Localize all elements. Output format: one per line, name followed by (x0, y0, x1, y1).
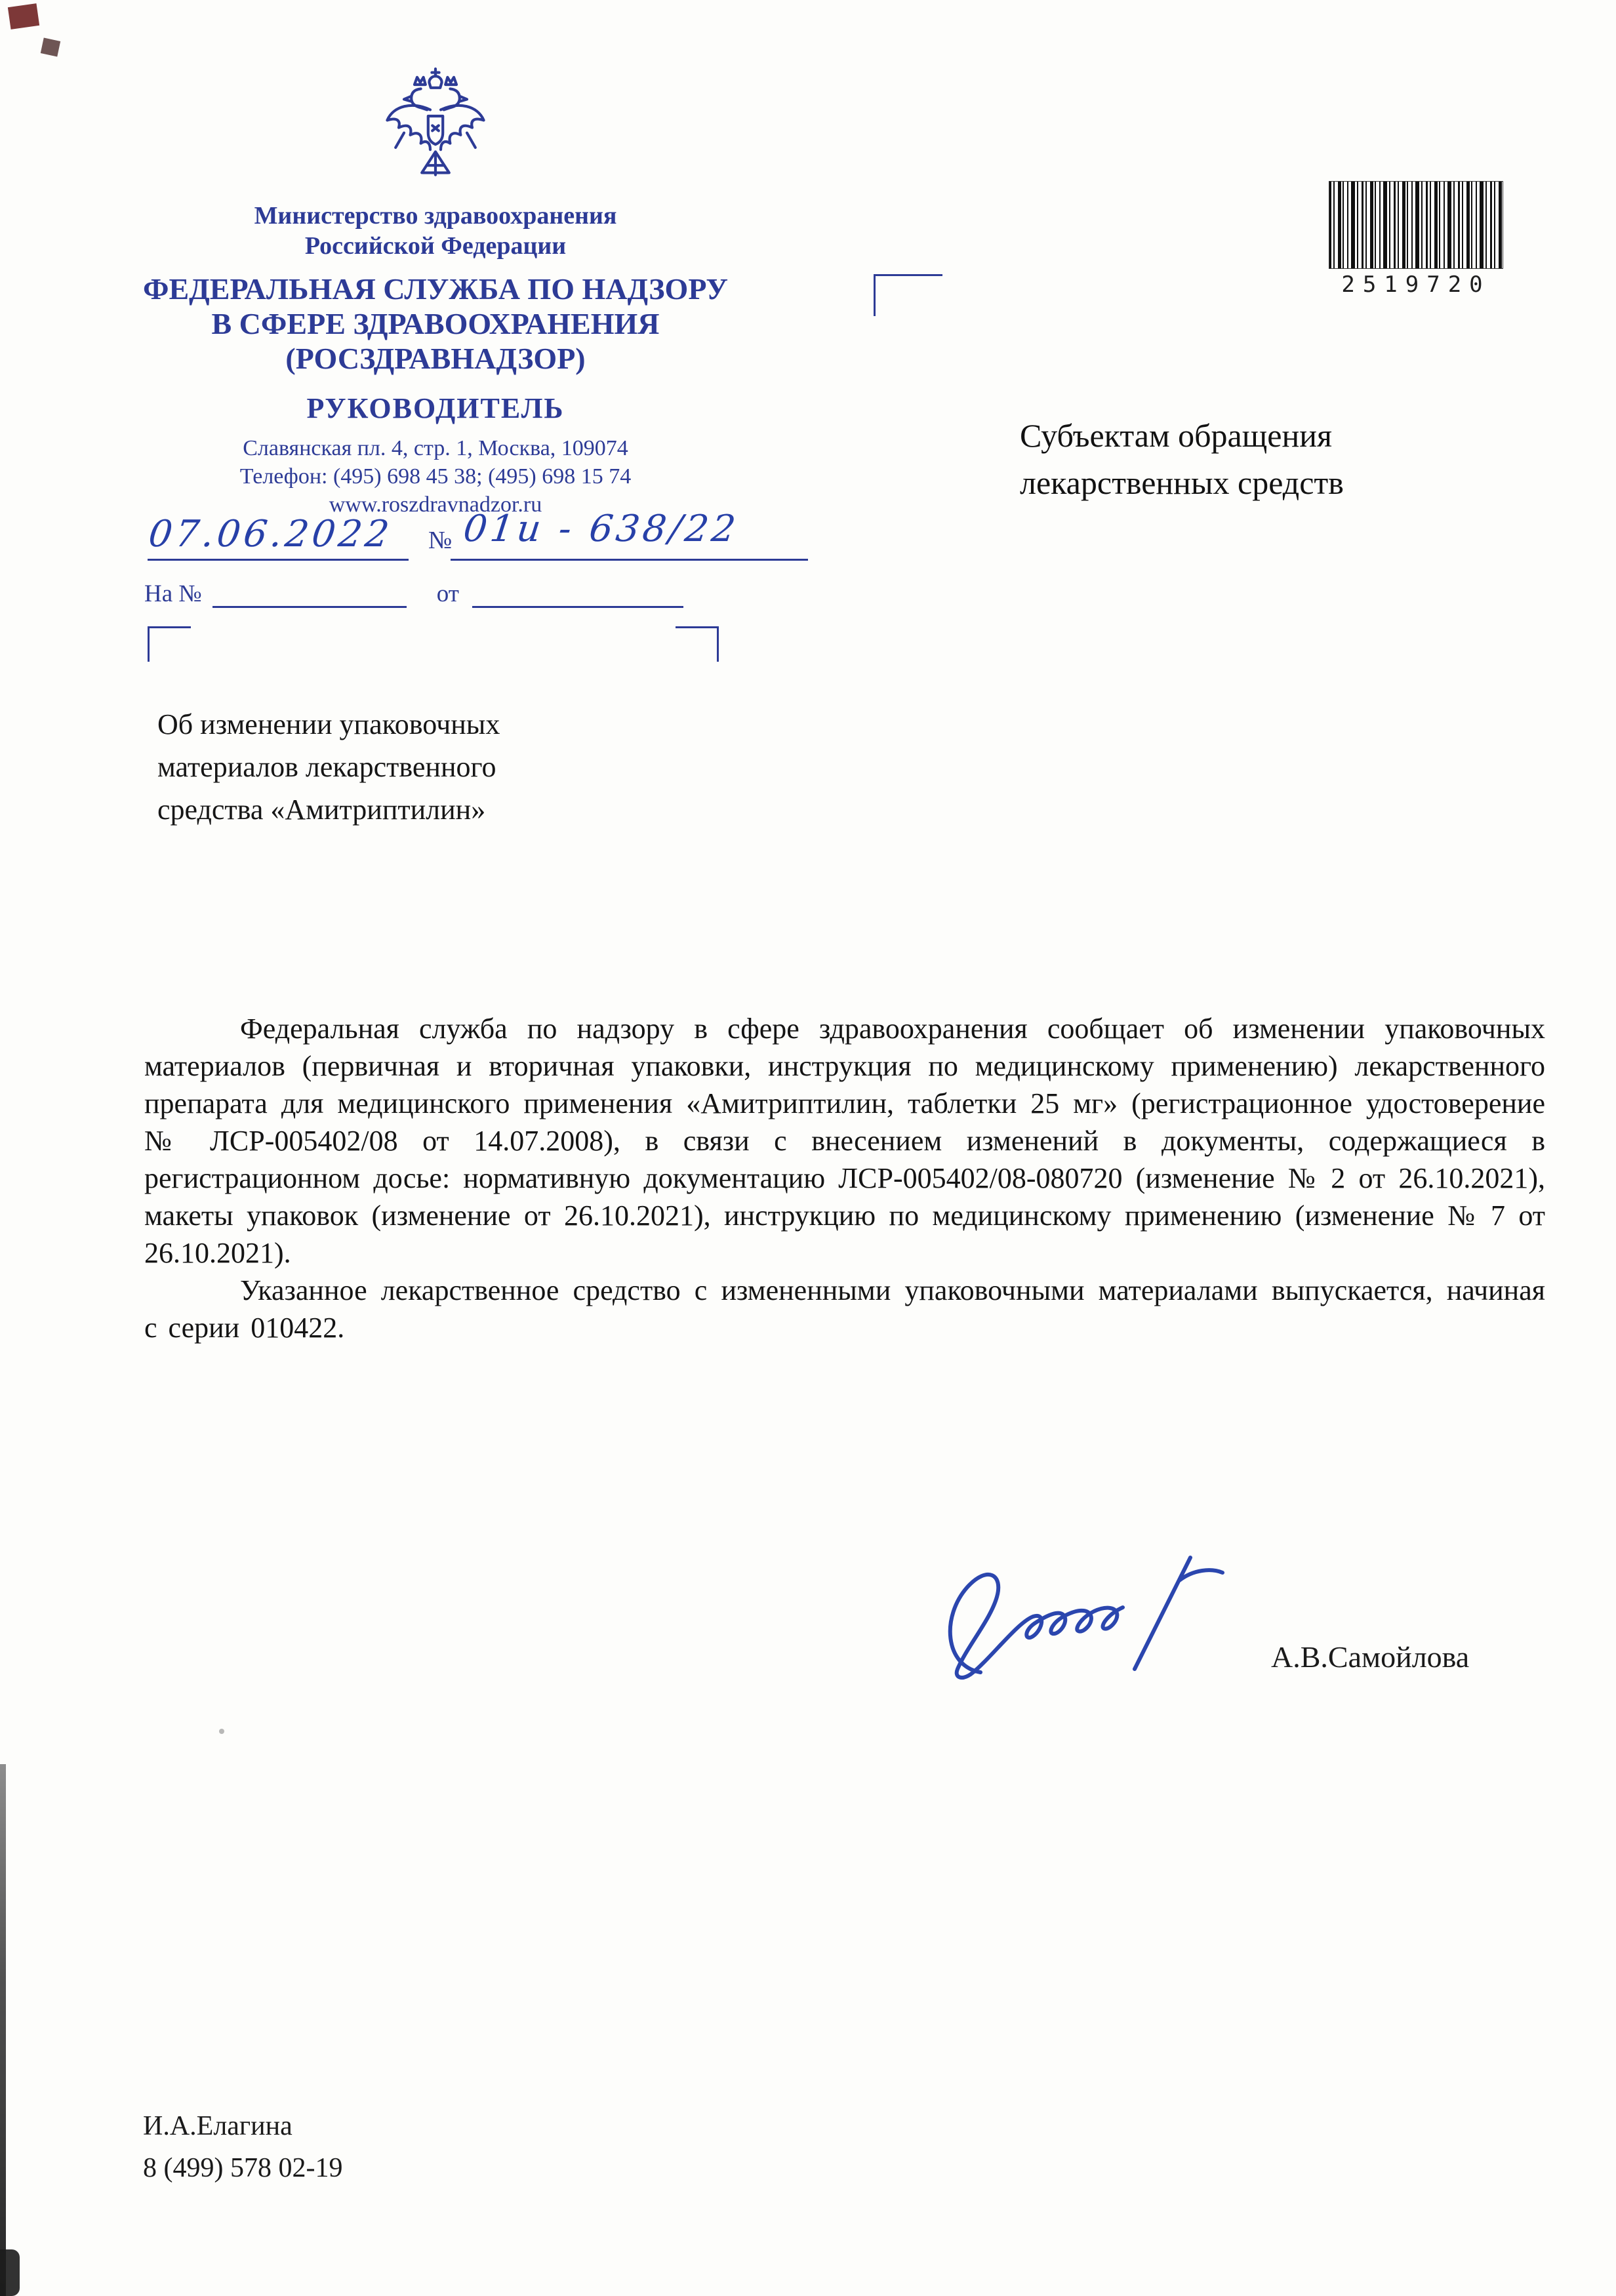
number-sign-label: № (428, 527, 453, 554)
reply-reference-row (144, 580, 683, 608)
scan-speck (219, 1729, 224, 1734)
letterhead-website: www.roszdravnadzor.ru (329, 493, 542, 517)
ministry-name-line1: Министерство здравоохранения (254, 202, 617, 230)
service-name-line1: ФЕДЕРАЛЬНАЯ СЛУЖБА ПО НАДЗОРУ (142, 272, 729, 306)
corner-mark (148, 626, 191, 662)
letter-body (144, 1010, 1545, 1346)
number-underline (451, 559, 808, 561)
service-name-line2: В СФЕРЕ ЗДРАВООХРАНЕНИЯ (211, 307, 660, 340)
reply-date-blank (472, 582, 683, 608)
executor-block (143, 2105, 342, 2189)
reply-number-blank (212, 582, 407, 608)
body-paragraph-2: Указанное лекарственное средство с измененными упаковочными материалами выпускается, начиная с серии 010422. (144, 1274, 1545, 1344)
body-paragraph-1: Федеральная служба по надзору в сфере здравоохранения сообщает об изменении упаковочных материалов (первичная и вторичная упаковки, инструкция по медицинскому применению) лекарственного препарата для медицинского применения «Амитриптилин, таблетки 25 мг» (регистрационное удостоверение № ЛСР-005402/08 от 14.07.2008), в связи с внесением изменений в документы, содержащиеся в регистрационном досье: нормативную документацию ЛСР-005402/08-080720 (изменение № 2 от 26.10.2021), макеты упаковок (изменение от 26.10.2021), инструкцию по медицинскому применению (изменение № 7 от 26.10.2021). (144, 1013, 1545, 1269)
addressee-block (1020, 412, 1344, 506)
letterhead-address: Славянская пл. 4, стр. 1, Москва, 109074 (243, 436, 628, 460)
scan-artifact (41, 38, 60, 57)
barcode (1329, 181, 1503, 298)
service-name-line3: (РОСЗДРАВНАДЗОР) (285, 342, 586, 375)
reply-na-label: На № (144, 580, 202, 607)
corner-mark (676, 626, 719, 662)
coat-of-arms-icon (383, 66, 488, 188)
subject-block (157, 703, 500, 831)
subject-line2: материалов лекарственного (157, 751, 496, 783)
ministry-name-line2: Российской Федерации (304, 232, 567, 260)
letterhead (121, 66, 750, 519)
date-underline (148, 559, 409, 561)
signer-name: А.В.Самойлова (1271, 1640, 1470, 1674)
handwritten-number: 01и - 638/22 (461, 508, 741, 550)
letterhead-phone: Телефон: (495) 698 45 38; (495) 698 15 74 (239, 464, 632, 489)
subject-line3: средства «Амитриптилин» (157, 794, 486, 826)
barcode-number: 2519720 (1341, 272, 1491, 298)
barcode-bars (1329, 181, 1503, 269)
subject-line1: Об изменении упаковочных (157, 708, 500, 740)
executor-name: И.А.Елагина (143, 2111, 293, 2141)
scan-artifact (8, 3, 39, 30)
handwritten-date: 07.06.2022 (146, 513, 395, 555)
scan-edge-blob (0, 2249, 20, 2296)
outgoing-reference-row (146, 508, 869, 574)
addressee-line2: лекарственных средств (1020, 464, 1344, 501)
handwritten-signature (918, 1515, 1246, 1699)
position-title: РУКОВОДИТЕЛЬ (306, 392, 565, 424)
corner-mark (874, 274, 942, 316)
scan-edge-streak (0, 1764, 6, 2296)
addressee-line1: Субъектам обращения (1020, 417, 1332, 454)
executor-phone: 8 (499) 578 02-19 (143, 2153, 343, 2183)
reply-ot-label: от (436, 580, 459, 607)
